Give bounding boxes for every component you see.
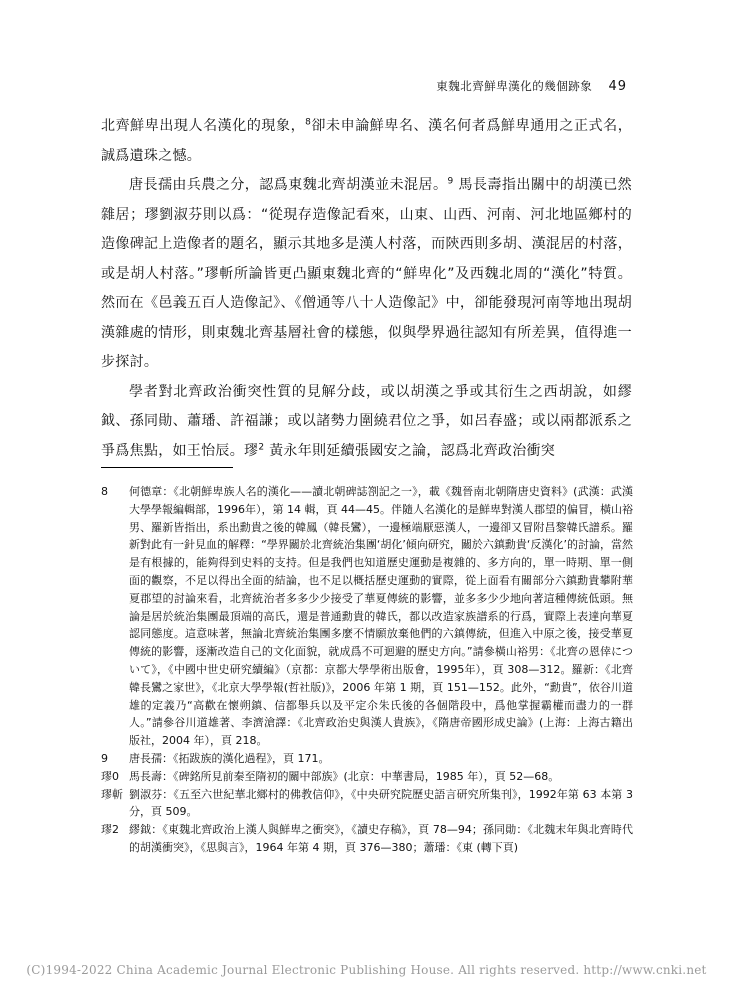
paragraph-3-part-b: 黃永年則延續張國安之論，認爲北齊政治衝突 [264, 442, 556, 459]
footnote-9 [101, 750, 633, 768]
footnote-mark: 璆2 [101, 823, 119, 837]
paragraph-1 [101, 112, 632, 171]
running-header [436, 78, 627, 94]
footnote-8 [101, 483, 633, 750]
footnote-12 [101, 821, 633, 857]
footnote-text: 繆鉞：《東魏北齊政治上漢人與鮮卑之衝突》，《讀史存稿》，頁 78—94；孫同勛：《北魏末年與北齊時代的胡漢衝突》，《思與言》，1964 年第 4 期，頁 376—380；蕭璠：《東 (轉下頁) [129, 823, 633, 854]
paragraph-1-part-b: 卻未申論鮮卑名、漢名何者爲鮮卑通用之正式名，誠爲遺珠之憾。 [101, 118, 632, 164]
paragraph-2-part-b: 馬長壽指出關中的胡漢已然雜居；璆劉淑芬則以爲：“從現存造像記看來，山東、山西、河南、河北地區鄉村的造像碑記上造像者的題名，顯示其地多是漢人村落，而陝西則多胡、漢混居的村落，或是胡人村落。”璆斬所論皆更凸顯東魏北齊的“鮮卑化”及西魏北周的“漢化”特質。然而在《邑義五百人造像記》、《僧通等八十人造像記》中，卻能發現河南等地出現胡漢雜處的情形，則東魏北齊基層社會的樣態，似與學界過往認知有所差異，值得進一步探討。 [101, 177, 632, 370]
footnote-separator [101, 467, 233, 468]
footnotes [101, 483, 633, 857]
footnote-text: 唐長孺：《拓跋族的漢化過程》，頁 171。 [129, 751, 330, 765]
footnote-11 [101, 786, 633, 822]
footnote-ref-9[interactable]: 9 [447, 176, 454, 187]
footnote-mark: 9 [101, 751, 108, 765]
footnote-mark: 8 [101, 485, 108, 498]
footnote-text: 何德章：《北朝鮮卑族人名的漢化——讀北朝碑誌劄記之一》，載《魏晉南北朝隋唐史資料》(武漢：武漢大學學報編輯部，1996年），第 14 輯，頁 44—45。伴隨人名漢化的是鮮卑對漢人郡望的偏冒，橫山裕男、羅新皆指出，系出勳貴之後的韓鳳（韓長鸞），一邊極端厭惡漢人，一邊卻又冒附昌黎韓氏譜系。羅新對此有一針見血的解釋：“學界關於北齊統治集團‘胡化’傾向研究，關於六鎮勳貴‘反漢化’的討論，當然是有根據的，能夠得到史料的支持。但是我們也知道歷史運動是複雜的、多方向的，單一時期、單一側面的觀察，不足以得出全面的結論，也不足以概括歷史運動的實際，從上面看有關部分六鎮勳貴攀附華夏郡望的討論來看，北齊統治者多多少少接受了華夏傳統的影響，並多多少少地向著這種傳統低頭。無論是居於統治集團最頂端的高氏，還是普通勳貴的韓氏，都以改造家族譜系的行爲，實際上表達向華夏認同態度。這意味著，無論北齊統治集團多麼不情願放棄他們的六鎮傳統，但進入中原之後，接受華夏傳統的影響，逐漸改造自己的文化面貌，就成爲不可迴避的歷史方向。”請參橫山裕男：《北齊の恩倖について》，《中國中世史研究續編》（京都：京都大學學術出版會，1995年），頁 308—312。羅新：《北齊韓長鸞之家世》，《北京大學學報(哲社版)》，2006 年第 1 期，頁 151—152。此外，“勳貴”，依谷川道雄的定義乃“高歡在懷朔鎮、信都舉兵以及平定尒朱氏後的各個階段中，爲他掌握霸權而盡力的一群人。”請參谷川道雄著、李濟滄譯：《北齊政治史與漢人貴族》，《隋唐帝國形成史論》(上海：上海古籍出版社，2004 年），頁 218。 [129, 485, 633, 748]
footnote-10 [101, 768, 633, 786]
copyright-footer: (C)1994-2022 China Academic Journal Electronic Publishing House. All rights reserved. http://www.cnki.net [26, 963, 707, 977]
paragraph-2 [101, 171, 632, 378]
footnote-mark: 璆0 [101, 769, 119, 783]
paragraph-3-part-a: 學者對北齊政治衝突性質的見解分歧，或以胡漢之爭或其衍生之西胡說，如繆鉞、孫同勛、蕭璠、許福謙；或以諸勢力圍繞君位之爭，如呂春盛；或以兩都派系之爭爲焦點，如王怡辰。璆 [101, 383, 632, 459]
paragraph-2-part-a: 唐長孺由兵農之分，認爲東魏北齊胡漢並未混居。 [129, 177, 448, 193]
page-number: 49 [608, 79, 627, 94]
footnote-mark: 璆斬 [101, 787, 123, 801]
footnote-text: 劉淑芬：《五至六世紀華北鄉村的佛教信仰》，《中央研究院歷史語言研究所集刊》，1992年第 63 本第 3 分，頁 509。 [129, 787, 633, 819]
paragraph-1-part-a: 北齊鮮卑出現人名漢化的現象， [101, 118, 306, 134]
running-header-title: 東魏北齊鮮卑漢化的幾個跡象 [436, 79, 593, 93]
paragraph-3 [101, 378, 632, 467]
footnote-text: 馬長壽：《碑銘所見前秦至隋初的關中部族》(北京：中華書局，1985 年），頁 52—68。 [129, 769, 560, 783]
footnote-ref-12[interactable]: 2 [258, 441, 265, 452]
body-text [101, 112, 632, 466]
footnote-ref-8[interactable]: 8 [305, 117, 312, 128]
